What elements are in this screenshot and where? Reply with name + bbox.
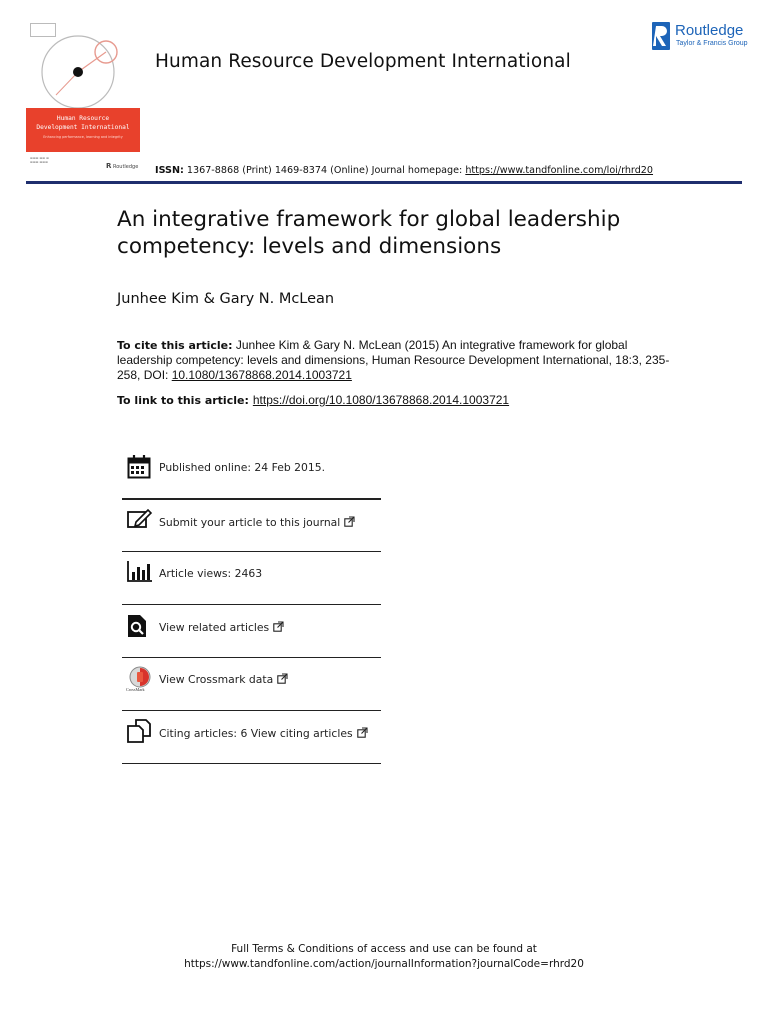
footer-line1: Full Terms & Conditions of access and use can be found at (231, 943, 537, 955)
article-authors: Junhee Kim & Gary N. McLean (117, 291, 335, 307)
citing-articles-row[interactable] (122, 719, 381, 751)
published-online-text: Published online: 24 Feb 2015. (159, 461, 326, 474)
divider (122, 551, 381, 552)
routledge-logo-icon (652, 22, 670, 50)
issn-line (155, 165, 653, 176)
article-link-line (117, 393, 509, 407)
cover-graphic (26, 20, 140, 110)
cover-publisher-mark: R Routledge (106, 162, 139, 170)
issn-text: 1367-8868 (Print) 1469-8374 (Online) Journal homepage: (183, 165, 466, 176)
cover-title (26, 114, 140, 132)
cover-title-line1: Human Resource (56, 115, 110, 122)
edit-icon (127, 508, 153, 530)
bar-chart-icon (127, 560, 153, 582)
submit-article-link[interactable]: Submit your article to this journal (159, 516, 355, 529)
crossmark-row[interactable] (122, 666, 381, 698)
divider (122, 657, 381, 658)
publisher-logo[interactable] (652, 22, 752, 52)
divider (122, 498, 381, 500)
article-views-row (122, 560, 381, 592)
external-link-icon (273, 621, 284, 632)
link-label: To link to this article: (117, 394, 249, 407)
citing-documents-icon (127, 719, 153, 743)
document-search-icon (127, 614, 149, 638)
publisher-name: Routledge (675, 22, 744, 39)
cite-doi-link[interactable]: 10.1080/13678868.2014.1003721 (171, 368, 352, 382)
issn-label: ISSN: (155, 165, 184, 176)
cite-text: Junhee Kim & Gary N. McLean (2015) An integrative framework for global leadership competency: levels and dimensions, Human Resource Development International, 18:3, 235-258, DOI: (117, 338, 670, 382)
crossmark-link[interactable]: View Crossmark data (159, 673, 288, 686)
external-link-icon (357, 727, 368, 738)
citing-articles-link[interactable]: Citing articles: 6 View citing articles (159, 727, 368, 740)
external-link-icon (344, 516, 355, 527)
journal-cover-thumbnail (26, 20, 140, 178)
crossmark-icon-label: CrossMark (126, 687, 145, 692)
footer-terms (0, 942, 768, 972)
publisher-subtitle: Taylor & Francis Group (676, 40, 748, 47)
article-views-text: Article views: 2463 (159, 567, 263, 580)
footer-terms-link[interactable]: https://www.tandfonline.com/action/journalInformation?journalCode=rhrd20 (184, 958, 584, 970)
calendar-icon (127, 455, 151, 479)
cite-label: To cite this article: (117, 339, 233, 352)
cover-fineprint: ▬▬▬ ▬▬ ▬ ▬▬▬ ▬▬▬ (30, 156, 49, 164)
external-link-icon (277, 673, 288, 684)
cover-subtitle: Enhancing performance, learning and integrity (43, 135, 123, 139)
article-title: An integrative framework for global leadership competency: levels and dimensions (117, 207, 621, 259)
published-online-row (122, 455, 381, 487)
related-articles-row[interactable] (122, 614, 381, 646)
header-rule (26, 181, 742, 184)
divider (122, 710, 381, 711)
cover-title-line2: Development International (36, 124, 130, 131)
submit-article-row[interactable] (122, 508, 381, 540)
citation-block (117, 338, 677, 383)
divider (122, 763, 381, 764)
article-doi-link[interactable]: https://doi.org/10.1080/13678868.2014.1003721 (252, 393, 510, 407)
related-articles-link[interactable]: View related articles (159, 621, 284, 634)
divider (122, 604, 381, 605)
journal-homepage-link[interactable]: https://www.tandfonline.com/loi/rhrd20 (465, 165, 654, 176)
journal-title: Human Resource Development International (155, 51, 571, 72)
